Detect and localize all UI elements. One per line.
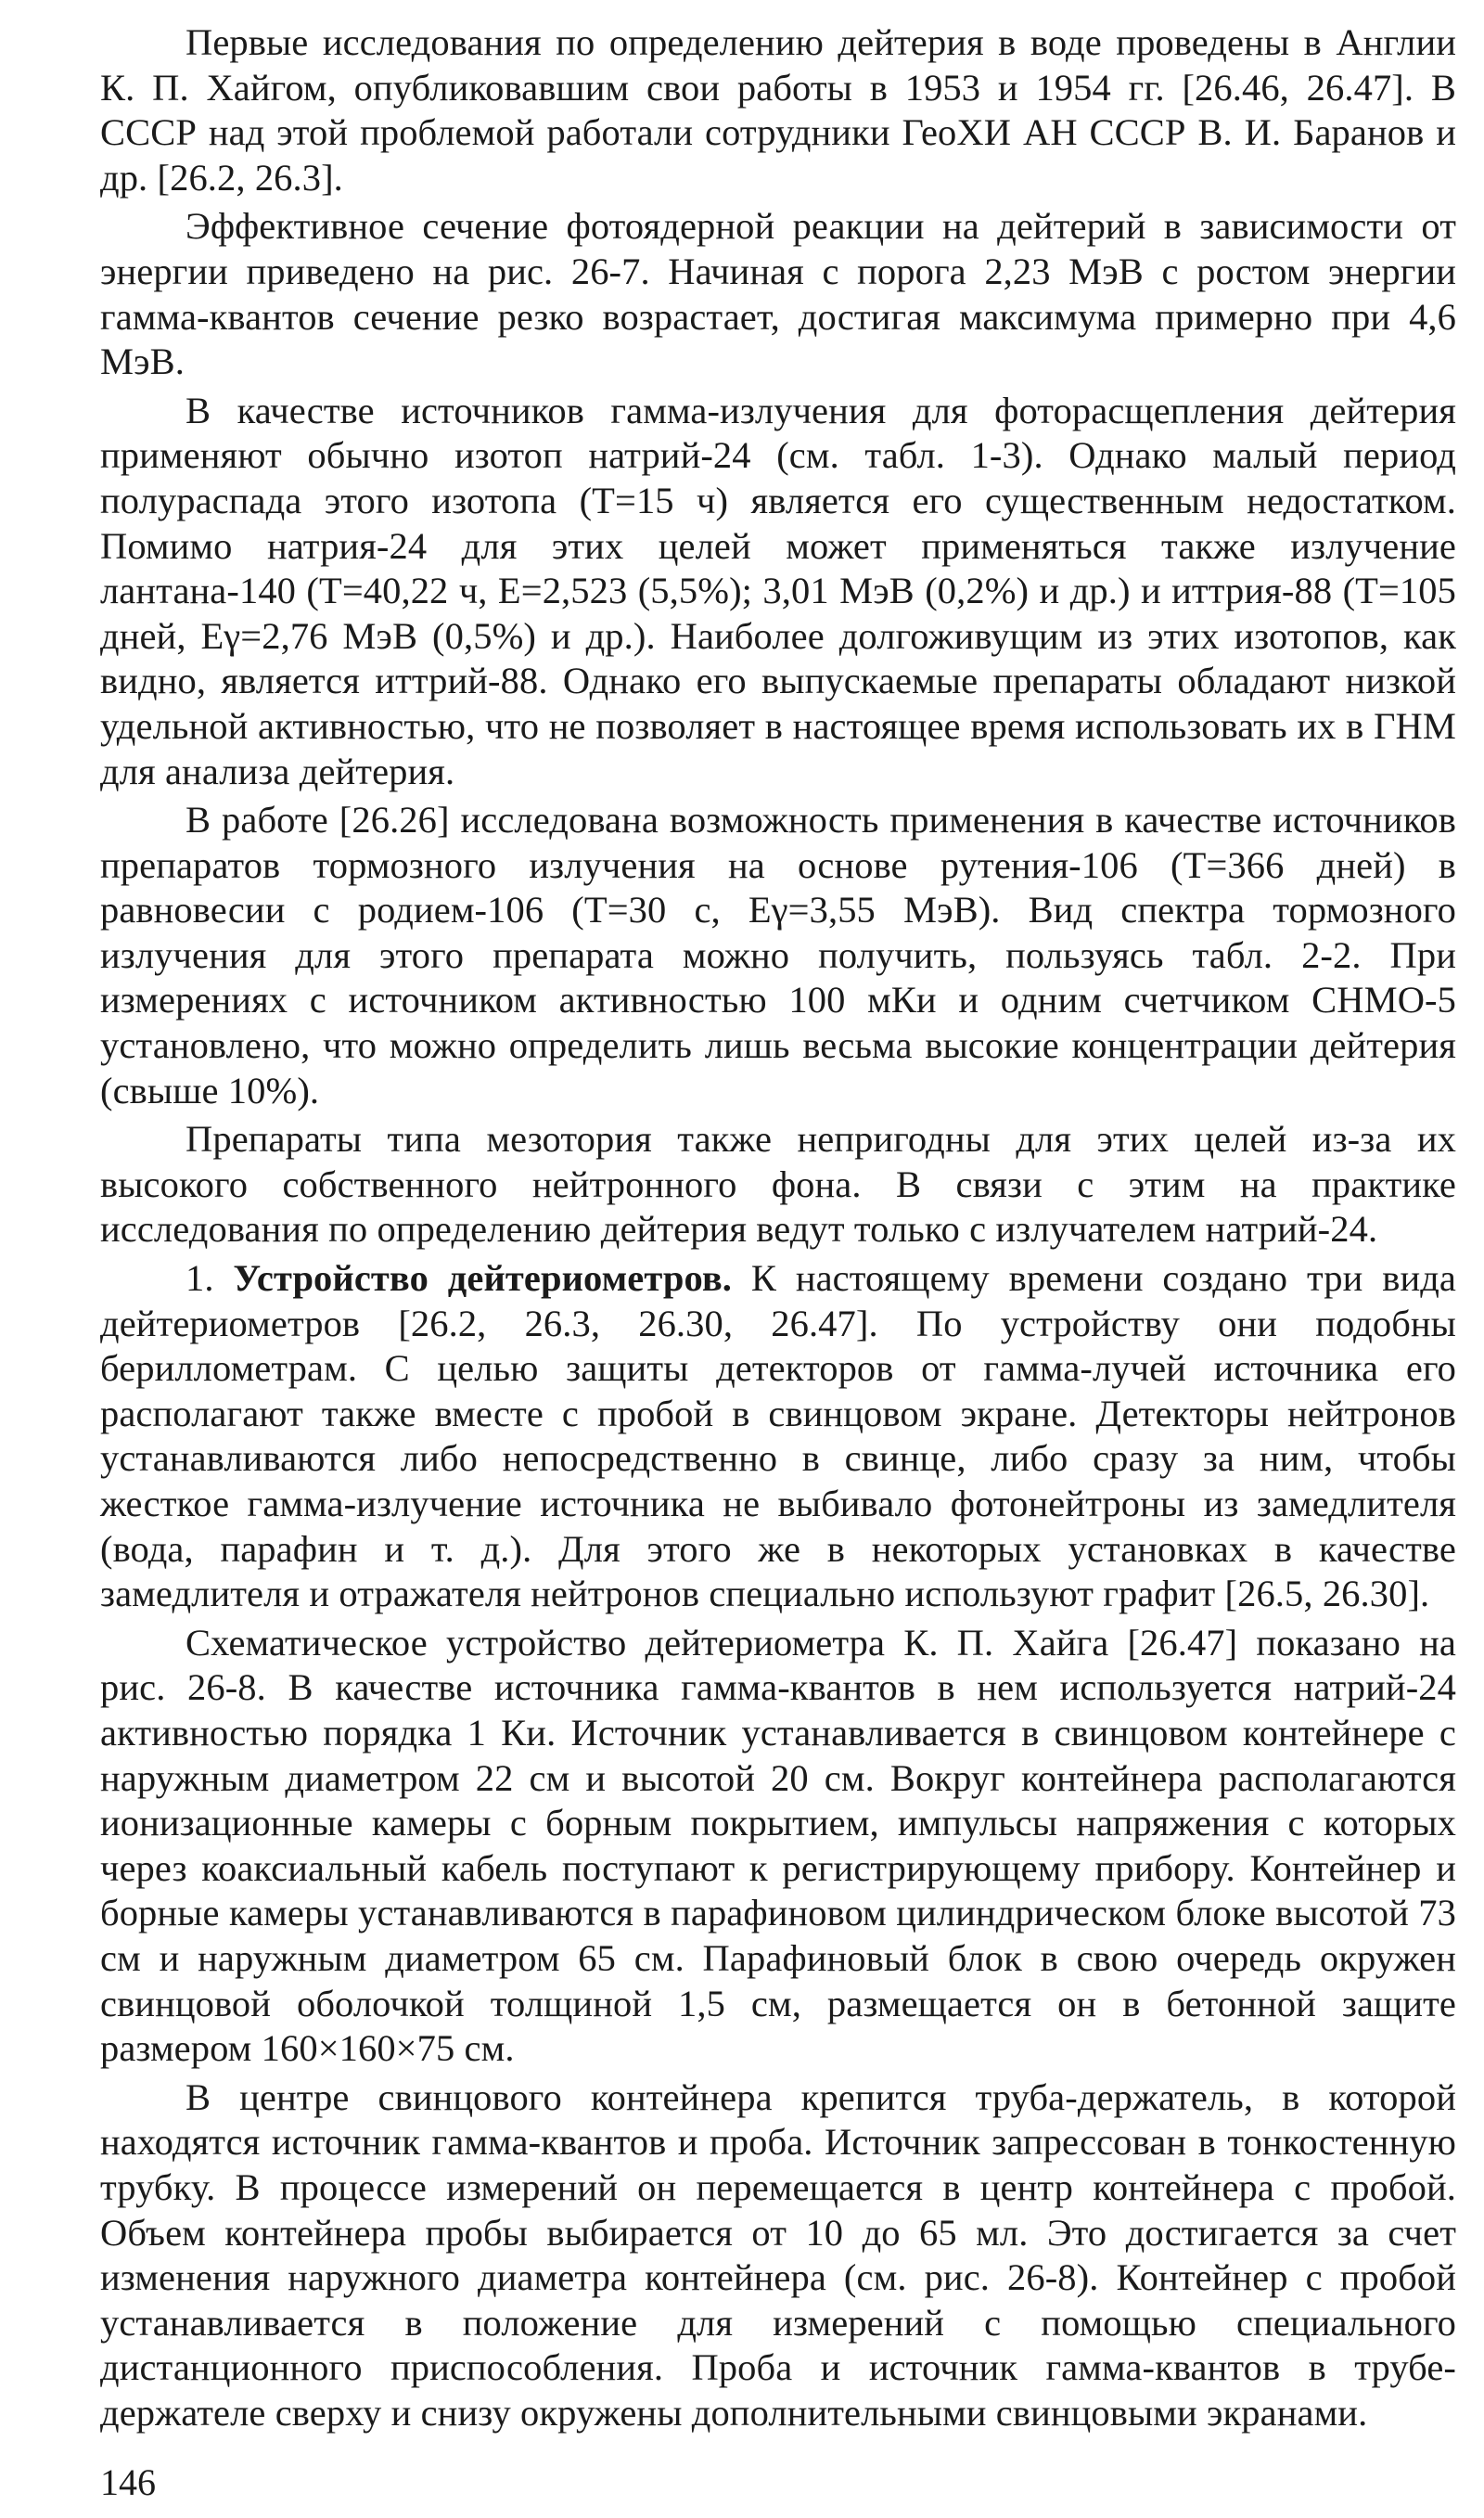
section-number: 1.	[186, 1257, 234, 1300]
page-body	[100, 20, 1456, 2439]
section-text: К настоящему времени создано три вида дейтериометров [26.2, 26.3, 26.30, 26.47]. По устройству они подобны бериллометрам. С целью защиты детекторов от гамма-лучей источника его располагают также вместе с пробой в свинцовом экране. Детекторы нейтронов устанавливаются либо непосредственно в свинце, либо сразу за ним, чтобы жесткое гамма-излучение источника не выбивало фотонейтроны из замедлителя (вода, парафин и т. д.). Для этого же в некоторых установках в качестве замедлителя и отражателя нейтронов специально используют графит [26.5, 26.30].	[100, 1257, 1457, 1615]
section-heading: Устройство дейтериометров.	[233, 1257, 733, 1300]
page-number: 146	[100, 2461, 156, 2503]
paragraph-1: Первые исследования по определению дейтерия в воде проведены в Англии К. П. Хайгом, опубликовавшим свои работы в 1953 и 1954 гг. [26.46, 26.47]. В СССР над этой проблемой работали сотрудники ГеоХИ АН СССР В. И. Баранов и др. [26.2, 26.3].	[100, 21, 1456, 199]
paragraph-4: В работе [26.26] исследована возможность применения в качестве источников препаратов тормозного излучения на основе рутения-106 (T=366 дней) в равновесии с родием-106 (T=30 с, Eγ=3,55 МэВ). Вид спектра тормозного излучения для этого препарата можно получить, пользуясь табл. 2-2. При измерениях с источником активностью 100 мКи и одним счетчиком СНМО-5 установлено, что можно определить лишь весьма высокие концентрации дейтерия (свыше 10%).	[100, 799, 1456, 1111]
paragraph-7: Схематическое устройство дейтериометра К. П. Хайга [26.47] показано на рис. 26-8. В качестве источника гамма-квантов в нем используется натрий-24 активностью порядка 1 Ки. Источник устанавливается в свинцовом контейнере с наружным диаметром 22 см и высотой 20 см. Вокруг контейнера располагаются ионизационные камеры с борным покрытием, импульсы напряжения с которых через коаксиальный кабель поступают к регистрирующему прибору. Контейнер и борные камеры устанавливаются в парафиновом цилиндрическом блоке высотой 73 см и наружным диаметром 65 см. Парафиновый блок в свою очередь окружен свинцовой оболочкой толщиной 1,5 см, размещается он в бетонной защите размером 160×160×75 см.	[100, 1621, 1456, 2070]
paragraph-6	[100, 1256, 1456, 1617]
paragraph-3: В качестве источников гамма-излучения для фоторасщепления дейтерия применяют обычно изотоп натрий-24 (см. табл. 1-3). Однако малый период полураспада этого изотопа (T=15 ч) является его существенным недостатком. Помимо натрия-24 для этих целей может применяться также излучение лантана-140 (T=40,22 ч, E=2,523 (5,5%); 3,01 МэВ (0,2%) и др.) и иттрия-88 (T=105 дней, Eγ=2,76 МэВ (0,5%) и др.). Наиболее долгоживущим из этих изотопов, как видно, является иттрий-88. Однако его выпускаемые препараты обладают низкой удельной активностью, что не позволяет в настоящее время использовать их в ГНМ для анализа дейтерия.	[100, 389, 1456, 792]
paragraph-8: В центре свинцового контейнера крепится труба-держатель, в которой находятся источник гамма-квантов и проба. Источник запрессован в тонкостенную трубку. В процессе измерений он перемещается в центр контейнера с пробой. Объем контейнера пробы выбирается от 10 до 65 мл. Это достигается за счет изменения наружного диаметра контейнера (см. рис. 26-8). Контейнер с пробой устанавливается в положение для измерений с помощью специального дистанционного приспособления. Проба и источник гамма-квантов в трубе-держателе сверху и снизу окружены дополнительными свинцовыми экранами.	[100, 2075, 1456, 2434]
paragraph-5: Препараты типа мезотория также непригодны для этих целей из-за их высокого собственного нейтронного фона. В связи с этим на практике исследования по определению дейтерия ведут только с излучателем натрий-24.	[100, 1118, 1456, 1251]
paragraph-2: Эффективное сечение фотоядерной реакции на дейтерий в зависимости от энергии приведено на рис. 26-7. Начиная с порога 2,23 МэВ с ростом энергии гамма-квантов сечение резко возрастает, достигая максимума примерно при 4,6 МэВ.	[100, 205, 1456, 383]
